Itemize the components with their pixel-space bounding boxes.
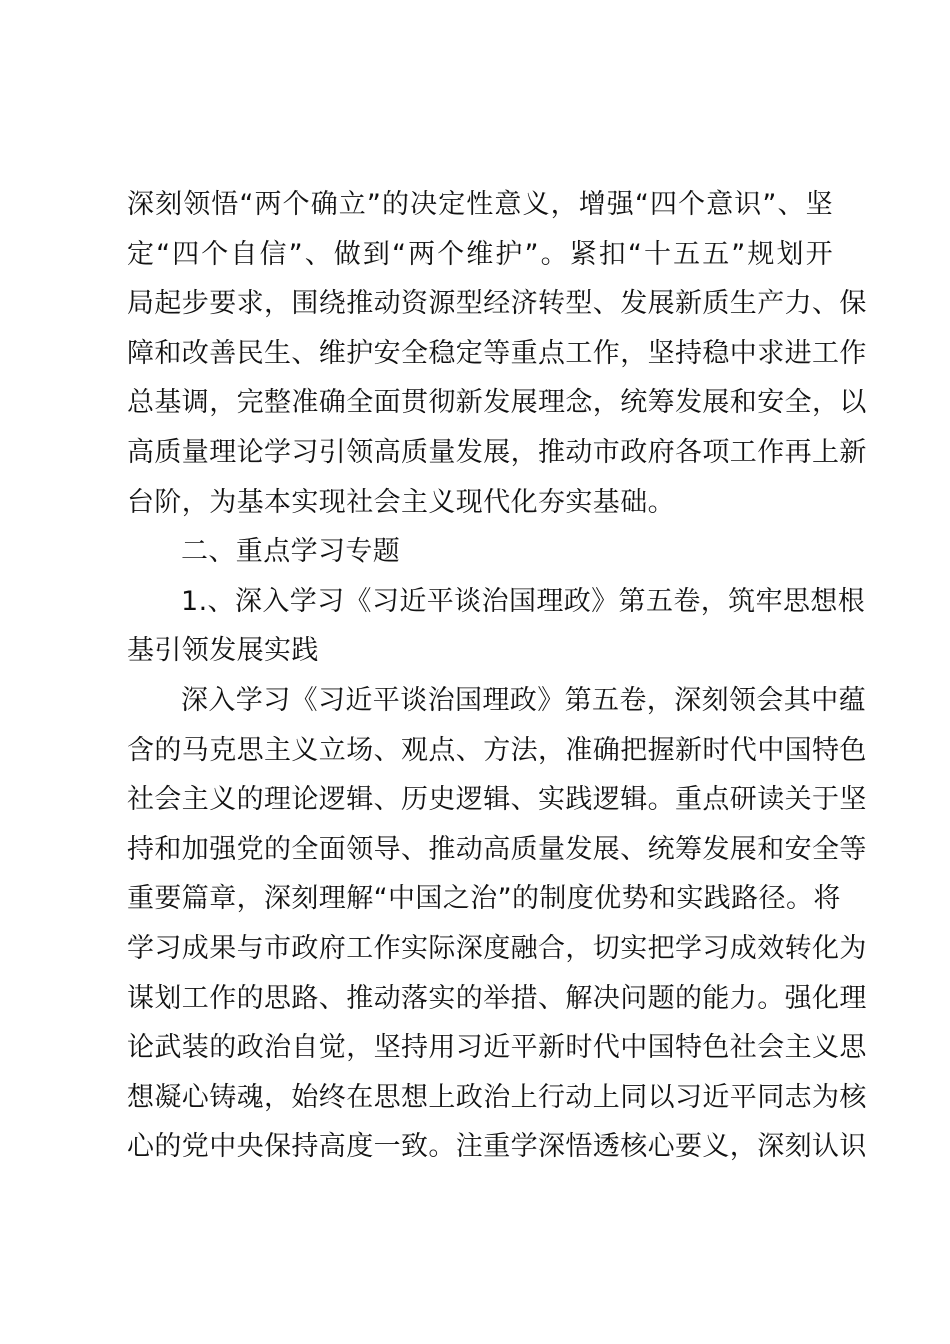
subsection-heading [127, 577, 866, 676]
subheading-line: 基引领发展实践 [127, 635, 319, 667]
text-line: 重要篇章，深刻理解“中国之治”的制度优势和实践路径。将 [127, 883, 841, 915]
text-line: 心的党中央保持高度一致。注重学深悟透核心要义，深刻认识 [127, 1131, 867, 1163]
text-line: 障和改善民生、维护安全稳定等重点工作，坚持稳中求进工作 [127, 337, 867, 369]
text-line: 论武装的政治自觉，坚持用习近平新时代中国特色社会主义思 [127, 1032, 867, 1064]
text-line: 含的马克思主义立场、观点、方法，准确把握新时代中国特色 [127, 734, 867, 766]
paragraph-intro [127, 180, 867, 527]
text-line: 局起步要求，围绕推动资源型经济转型、发展新质生产力、保 [127, 288, 867, 320]
document-body [127, 180, 867, 1172]
text-line: 高质量理论学习引领高质量发展，推动市政府各项工作再上新 [127, 436, 867, 468]
text-line: 学习成果与市政府工作实际深度融合，切实把学习成效转化为 [127, 932, 867, 964]
text-line: 深入学习《习近平谈治国理政》第五卷，深刻领会其中蕴 [181, 684, 866, 716]
heading-text: 二、重点学习专题 [181, 536, 401, 568]
text-line: 想凝心铸魂，始终在思想上政治上行动上同以习近平同志为核 [127, 1081, 867, 1113]
text-line: 社会主义的理论逻辑、历史逻辑、实践逻辑。重点研读关于坚 [127, 784, 867, 816]
text-line: 持和加强党的全面领导、推动高质量发展、统筹发展和安全等 [127, 833, 867, 865]
subheading-line: 1.、深入学习《习近平谈治国理政》第五卷，筑牢思想根 [181, 585, 866, 617]
text-line: 定“四个自信”、做到“两个维护”。紧扣“十五五”规划开 [127, 238, 833, 270]
section-heading [127, 527, 833, 577]
text-line: 台阶，为基本实现社会主义现代化夯实基础。 [127, 486, 675, 518]
text-line: 谋划工作的思路、推动落实的举措、解决问题的能力。强化理 [127, 982, 867, 1014]
text-line: 深刻领悟“两个确立”的决定性意义，增强“四个意识”、坚 [127, 189, 833, 220]
text-line: 总基调，完整准确全面贯彻新发展理念，统筹发展和安全，以 [127, 387, 867, 419]
paragraph-study-content [127, 676, 867, 1172]
